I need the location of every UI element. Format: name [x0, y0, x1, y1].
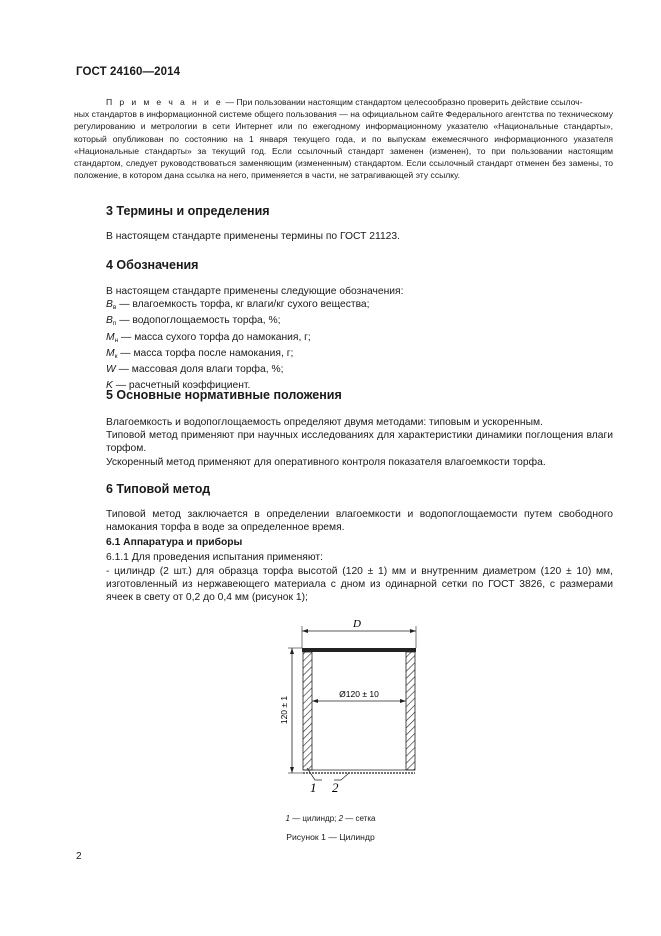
height-label: 120 ± 1 — [279, 695, 289, 725]
symbol: B — [106, 315, 113, 327]
symbol-desc: — масса сухого торфа до намокания, г; — [118, 331, 311, 343]
note-rest: ных стандартов в информационной системе общего пользования — на официальном сайте Федерального агентства по техническому регулированию и метрологии в сети Интернет или по ежегодному информационному указателю «Национальные стандарты», который опубликован по состоянию на 1 января текущего года, и по выпускам ежемесячного информационного указателя «Национальные стандарты» за текущий год. Если ссылочный стандарт заменен (изменен), то при пользовании настоящим стандартом, следует руководствоваться заменяющим (измененным) стандартом. Если ссылочный стандарт отменен без замены, то положение, в котором дана ссылка на него, применяется в части, не затрагивающей эту ссылку. — [74, 109, 613, 181]
section-4-list — [106, 285, 403, 395]
symbol: M — [106, 331, 115, 343]
section-6-p2: 6.1.1 Для проведения испытания применяют: — [106, 552, 323, 563]
section-6-1-title: 6.1 Аппаратура и приборы — [106, 537, 243, 548]
section-6-p1: Типовой метод заключается в определении влагоемкости и водопоглощаемости путем свободного намокания торфа в воде за определенное время. — [106, 509, 613, 534]
section-3-text: В настоящем стандарте применены термины по ГОСТ 21123. — [106, 231, 400, 242]
note-label: П р и м е ч а н и е — [106, 97, 224, 107]
arrow-left — [302, 629, 308, 633]
section-4-title: 4 Обозначения — [106, 258, 199, 272]
symbol-subscript: в — [112, 304, 117, 312]
document-header: ГОСТ 24160—2014 — [76, 66, 181, 78]
section-5-p2: Типовой метод применяют при научных исследованиях для характеристики динамики поглощения влаги торфом. — [106, 430, 613, 455]
symbol-desc: — массовая доля влаги торфа, %; — [115, 364, 284, 376]
section-5-p3: Ускоренный метод применяют для оперативного контроля показателя влагоемкости торфа. — [106, 456, 546, 468]
symbol-subscript: к — [114, 352, 118, 360]
symbol-item — [106, 347, 403, 363]
callout-leader-2 — [334, 773, 349, 780]
legend-text: — цилиндр; — [289, 814, 339, 823]
symbol-subscript: п — [112, 320, 117, 328]
legend-number: 1 — [285, 814, 290, 823]
cylinder-wall-left — [303, 652, 312, 770]
section-6-p3: - цилиндр (2 шт.) для образца торфа высотой (120 ± 1) мм и внутренним диаметром (120 ± 10) мм, изготовленный из нержавеющего материала с дном из одинарной сетки по ГОСТ 3826, с размерами ячеек в свету от 0,2 до 0,4 мм (рисунок 1); — [106, 566, 613, 604]
symbol: B — [106, 299, 113, 311]
symbol-desc: — влагоемкость торфа, кг влаги/кг сухого вещества; — [116, 299, 370, 311]
arrow-left — [312, 699, 318, 703]
arrow-down — [290, 767, 294, 773]
cylinder-wall-right — [406, 652, 415, 770]
symbol: K — [106, 380, 113, 392]
section-6-title: 6 Типовой метод — [106, 482, 211, 496]
legend-text: — сетка — [343, 814, 376, 823]
symbol-desc: — водопоглощаемость торфа, %; — [116, 315, 281, 327]
arrow-right — [410, 629, 416, 633]
symbol: W — [106, 364, 116, 376]
figure-title: Рисунок 1 — Цилиндр — [286, 832, 375, 842]
cylinder-drawing — [260, 612, 440, 802]
diameter-label: Ø120 ± 10 — [339, 689, 379, 699]
note-line1: — При пользовании настоящим стандартом целесообразно проверить действие ссылоч- — [223, 97, 583, 107]
symbol-desc: — расчетный коэффициент. — [112, 380, 251, 392]
symbol-subscript: н — [114, 336, 119, 344]
symbol: M — [106, 347, 115, 359]
page-number: 2 — [76, 851, 82, 862]
callout-1-label: 1 — [310, 780, 317, 795]
section-4-intro: В настоящем стандарте применены следующие обозначения: — [106, 286, 404, 297]
note-block — [74, 96, 613, 181]
symbol-item — [106, 314, 403, 330]
symbol-desc: — масса торфа после намокания, г; — [117, 347, 294, 359]
symbol-item — [106, 363, 403, 379]
dimension-d-label: D — [353, 618, 361, 630]
cylinder-rim — [302, 648, 416, 652]
section-5-title: 5 Основные нормативные положения — [106, 388, 342, 402]
arrow-right — [400, 699, 406, 703]
note-first-line — [106, 96, 613, 108]
symbol-item — [106, 331, 403, 347]
arrow-up — [290, 648, 294, 654]
callout-2-label: 2 — [332, 780, 339, 795]
symbol-item — [106, 298, 403, 314]
section-5-body — [106, 416, 613, 469]
figure-legend — [0, 814, 661, 823]
section-3-title: 3 Термины и определения — [106, 204, 270, 218]
section-5-p1: Влагоемкость и водопоглощаемость определяют двумя методами: типовым и ускоренным. — [106, 417, 543, 428]
legend-number: 2 — [338, 814, 344, 823]
